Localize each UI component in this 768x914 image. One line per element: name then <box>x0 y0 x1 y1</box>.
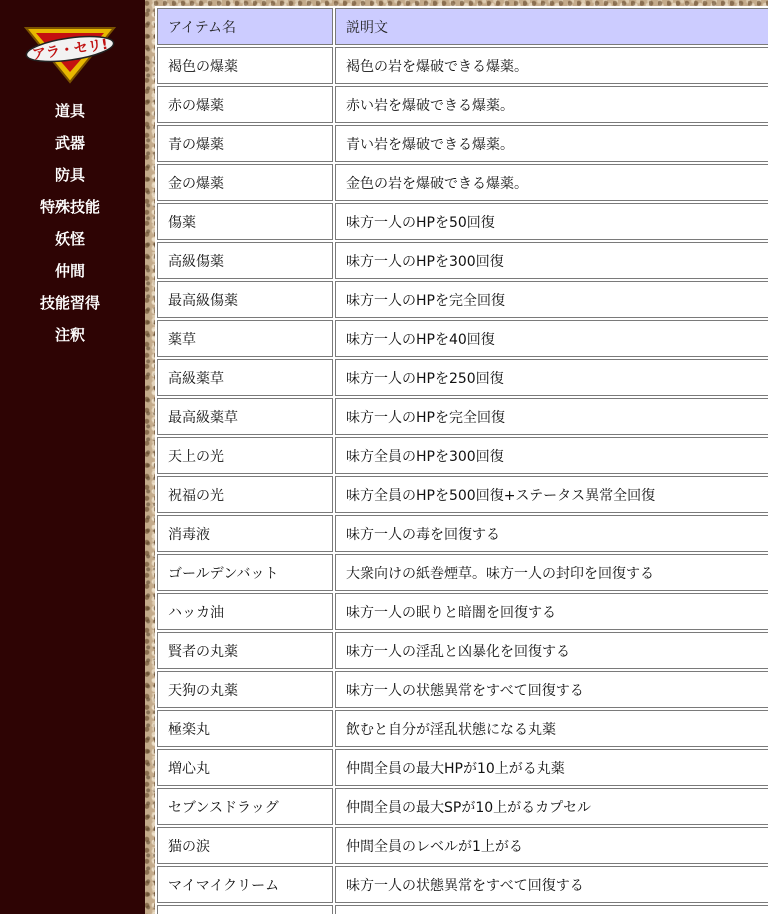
description-cell: 味方全員のHPを500回復+ステータス異常全回復 <box>335 476 768 513</box>
table-row <box>157 710 768 747</box>
description-cell: 仲間全員のレベルが1上がる <box>335 827 768 864</box>
item-name-cell: 褐色の爆薬 <box>157 47 333 84</box>
table-row <box>157 281 768 318</box>
description-cell: 味方一人のHPを250回復 <box>335 359 768 396</box>
item-name-cell: 猫の涙 <box>157 827 333 864</box>
item-name-cell: 賢者の丸薬 <box>157 632 333 669</box>
item-name-cell: マイマイクリーム <box>157 866 333 903</box>
description-cell: 赤い岩を爆破できる爆薬。 <box>335 86 768 123</box>
item-name-cell: 天上の光 <box>157 437 333 474</box>
item-name-cell: 天狗の丸薬 <box>157 671 333 708</box>
sidebar <box>0 0 145 914</box>
item-name-cell: 高級薬草 <box>157 359 333 396</box>
table-row <box>157 554 768 591</box>
table-row <box>157 476 768 513</box>
table-row <box>157 359 768 396</box>
item-name-cell: 消毒液 <box>157 515 333 552</box>
description-cell: 青い岩を爆破できる爆薬。 <box>335 125 768 162</box>
nav-item-special-skills[interactable]: 特殊技能 <box>39 198 100 216</box>
nav-item-yokai[interactable]: 妖怪 <box>54 230 85 248</box>
description-cell: 飲むと自分が淫乱状態になる丸薬 <box>335 710 768 747</box>
item-name-cell: 増心丸 <box>157 749 333 786</box>
description-cell: 味方一人の状態異常をすべて回復する <box>335 866 768 903</box>
description-cell: 味方全員のHPを300回復 <box>335 437 768 474</box>
header-description: 説明文 <box>335 8 768 45</box>
table-row <box>157 515 768 552</box>
description-cell <box>335 905 768 914</box>
description-cell: 味方一人のHPを300回復 <box>335 242 768 279</box>
nav-item-weapons[interactable]: 武器 <box>54 134 85 152</box>
item-name-cell: 最高級薬草 <box>157 398 333 435</box>
side-nav <box>0 100 140 356</box>
table-row <box>157 827 768 864</box>
table-row <box>157 788 768 825</box>
description-cell: 大衆向けの紙巻煙草。味方一人の封印を回復する <box>335 554 768 591</box>
item-name-cell: 最高級傷薬 <box>157 281 333 318</box>
item-name-cell: セブンスドラッグ <box>157 788 333 825</box>
description-cell: 味方一人の淫乱と凶暴化を回復する <box>335 632 768 669</box>
site-logo[interactable] <box>22 22 118 84</box>
description-cell: 仲間全員の最大HPが10上がる丸薬 <box>335 749 768 786</box>
item-name-cell: 祝福の光 <box>157 476 333 513</box>
nav-item-armor[interactable]: 防具 <box>54 166 85 184</box>
item-name-cell: 青の爆薬 <box>157 125 333 162</box>
table-row <box>157 125 768 162</box>
logo-emblem-icon <box>22 22 118 84</box>
item-name-cell: 金の爆薬 <box>157 164 333 201</box>
item-name-cell: 赤の爆薬 <box>157 86 333 123</box>
nav-item-tools[interactable]: 道具 <box>54 102 85 120</box>
table-body <box>157 47 768 914</box>
description-cell: 味方一人のHPを50回復 <box>335 203 768 240</box>
table-header-row <box>157 8 768 45</box>
table-row <box>157 203 768 240</box>
item-name-cell: 薬草 <box>157 320 333 357</box>
description-cell: 味方一人の状態異常をすべて回復する <box>335 671 768 708</box>
description-cell: 味方一人のHPを完全回復 <box>335 398 768 435</box>
table-row <box>157 632 768 669</box>
description-cell: 褐色の岩を爆破できる爆薬。 <box>335 47 768 84</box>
table-row <box>157 242 768 279</box>
description-cell: 金色の岩を爆破できる爆薬。 <box>335 164 768 201</box>
table-row <box>157 164 768 201</box>
description-cell: 味方一人の眠りと暗闇を回復する <box>335 593 768 630</box>
description-cell: 味方一人の毒を回復する <box>335 515 768 552</box>
table-row <box>157 47 768 84</box>
table-row <box>157 86 768 123</box>
table-row <box>157 437 768 474</box>
content-panel <box>155 6 768 914</box>
table-row <box>157 671 768 708</box>
table-row <box>157 320 768 357</box>
table-row <box>157 905 768 914</box>
item-table <box>155 6 768 914</box>
item-name-cell: 極楽丸 <box>157 710 333 747</box>
description-cell: 味方一人のHPを40回復 <box>335 320 768 357</box>
table-row <box>157 866 768 903</box>
table-row <box>157 749 768 786</box>
item-name-cell: ハッカ油 <box>157 593 333 630</box>
nav-item-notes[interactable]: 注釈 <box>54 326 85 344</box>
table-row <box>157 593 768 630</box>
header-item-name: アイテム名 <box>157 8 333 45</box>
description-cell: 仲間全員の最大SPが10上がるカプセル <box>335 788 768 825</box>
nav-item-skill-learning[interactable]: 技能習得 <box>39 294 100 312</box>
description-cell: 味方一人のHPを完全回復 <box>335 281 768 318</box>
item-name-cell: ゴールデンバット <box>157 554 333 591</box>
logo-text: アラ・セリ! <box>31 36 110 64</box>
item-name-cell: 傷薬 <box>157 203 333 240</box>
table-row <box>157 398 768 435</box>
item-name-cell: 高級傷薬 <box>157 242 333 279</box>
item-name-cell <box>157 905 333 914</box>
nav-item-companions[interactable]: 仲間 <box>54 262 85 280</box>
